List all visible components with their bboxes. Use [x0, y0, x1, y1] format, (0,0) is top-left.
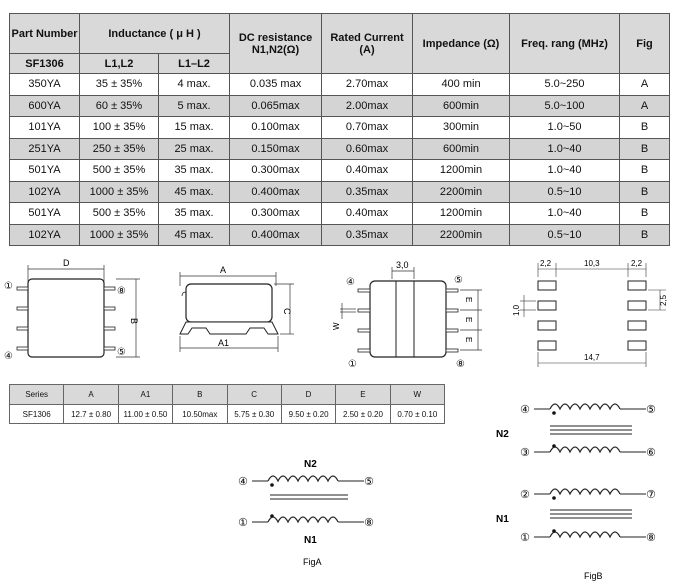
dim-c-label: C — [282, 308, 292, 315]
cell-inductance-diff: 35 max. — [159, 160, 230, 182]
cell-impedance: 2200min — [413, 224, 510, 246]
fig-b-pin4: ④ — [520, 404, 530, 416]
header-rated-current: Rated Current (A) — [322, 14, 413, 74]
fp-dim-b: 10,3 — [584, 259, 600, 268]
cell-dc-resistance: 0.300max — [230, 160, 322, 182]
header-freq: Freq. rang (MHz) — [510, 14, 620, 74]
header-series-code: SF1306 — [10, 54, 80, 74]
footprint-drawing — [500, 255, 675, 370]
cell-inductance-diff: 25 max. — [159, 138, 230, 160]
cell-part-number: 600YA — [10, 95, 80, 117]
fp-dim-a: 2,2 — [540, 259, 552, 268]
cell-part-number: 102YA — [10, 224, 80, 246]
fig-a-n1-label: N1 — [304, 535, 317, 546]
fp-dim-e: 2,5 — [659, 294, 668, 306]
dims-value-cell: 10.50max — [173, 405, 227, 424]
cell-rated-current: 0.40max — [322, 203, 413, 225]
dims-header-cell: A — [64, 385, 118, 405]
cell-inductance-diff: 35 max. — [159, 203, 230, 225]
dimension-table — [9, 384, 445, 424]
table-row — [10, 203, 670, 225]
cell-fig: A — [620, 95, 670, 117]
cell-rated-current: 2.70max — [322, 74, 413, 96]
header-inductance: Inductance ( μ H ) — [80, 14, 230, 54]
header-l1-minus-l2: L1–L2 — [159, 54, 230, 74]
fig-b-pin3: ③ — [520, 447, 530, 459]
dim-e3-label: E — [464, 337, 473, 343]
bottom-pin4: ④ — [346, 277, 355, 288]
dims-header-cell: E — [336, 385, 390, 405]
top-view-drawing — [0, 255, 150, 370]
fig-b-pin5: ⑤ — [646, 404, 656, 416]
cell-freq-range: 1.0~40 — [510, 203, 620, 225]
fig-a-schematic — [228, 452, 388, 572]
cell-fig: A — [620, 74, 670, 96]
bottom-pin5: ⑤ — [454, 275, 463, 286]
table-row — [10, 224, 670, 246]
fig-b-pin8: ⑧ — [646, 532, 656, 544]
dims-header-cell: W — [390, 385, 444, 405]
header-impedance: Impedance (Ω) — [413, 14, 510, 74]
dims-value-cell: SF1306 — [10, 405, 64, 424]
cell-fig: B — [620, 160, 670, 182]
fig-b-schematic — [492, 395, 677, 585]
fig-b-n2-label: N2 — [496, 429, 509, 440]
top-pin5: ⑤ — [117, 347, 126, 358]
dims-header-cell: A1 — [118, 385, 172, 405]
cell-inductance-l1l2: 1000 ± 35% — [80, 181, 159, 203]
dim-e2-label: E — [464, 317, 473, 323]
bottom-view-drawing — [326, 255, 486, 370]
fig-a-pin8: ⑧ — [364, 517, 374, 529]
fig-a-pin5: ⑤ — [364, 476, 374, 488]
dims-header-cell: C — [227, 385, 281, 405]
cell-fig: B — [620, 181, 670, 203]
top-pin1: ① — [4, 281, 13, 292]
cell-dc-resistance: 0.065max — [230, 95, 322, 117]
cell-inductance-l1l2: 100 ± 35% — [80, 117, 159, 139]
cell-freq-range: 0.5~10 — [510, 224, 620, 246]
cell-rated-current: 0.35max — [322, 224, 413, 246]
bottom-pin8: ⑧ — [456, 359, 465, 370]
cell-part-number: 501YA — [10, 160, 80, 182]
dim-e1-label: E — [464, 297, 473, 303]
fig-b-pin2: ② — [520, 489, 530, 501]
cell-part-number: 101YA — [10, 117, 80, 139]
cell-inductance-l1l2: 500 ± 35% — [80, 203, 159, 225]
dims-header-cell: D — [281, 385, 335, 405]
cell-part-number: 501YA — [10, 203, 80, 225]
cell-impedance: 1200min — [413, 203, 510, 225]
dims-header-cell: B — [173, 385, 227, 405]
cell-dc-resistance: 0.400max — [230, 224, 322, 246]
table-row — [10, 117, 670, 139]
cell-impedance: 300min — [413, 117, 510, 139]
table-row — [10, 160, 670, 182]
cell-inductance-l1l2: 35 ± 35% — [80, 74, 159, 96]
cell-impedance: 1200min — [413, 160, 510, 182]
fig-b-caption: FigB — [584, 571, 603, 581]
cell-freq-range: 1.0~40 — [510, 138, 620, 160]
dims-value-cell: 11.00 ± 0.50 — [118, 405, 172, 424]
cell-rated-current: 2.00max — [322, 95, 413, 117]
header-dc-resistance: DC resistance N1,N2(Ω) — [230, 14, 322, 74]
cell-fig: B — [620, 138, 670, 160]
cell-impedance: 2200min — [413, 181, 510, 203]
cell-inductance-diff: 5 max. — [159, 95, 230, 117]
cell-dc-resistance: 0.150max — [230, 138, 322, 160]
table-row — [10, 95, 670, 117]
cell-freq-range: 1.0~50 — [510, 117, 620, 139]
fp-dim-d: 1,0 — [512, 304, 521, 316]
cell-freq-range: 5.0~100 — [510, 95, 620, 117]
cell-inductance-diff: 15 max. — [159, 117, 230, 139]
table-row — [10, 74, 670, 96]
dims-value-cell: 5.75 ± 0.30 — [227, 405, 281, 424]
header-fig: Fig — [620, 14, 670, 74]
fp-dim-f: 14,7 — [584, 353, 600, 362]
dim-3-0-label: 3,0 — [396, 260, 409, 270]
cell-dc-resistance: 0.300max — [230, 203, 322, 225]
dim-b-label: B — [129, 318, 139, 325]
cell-impedance: 600min — [413, 138, 510, 160]
cell-inductance-l1l2: 250 ± 35% — [80, 138, 159, 160]
cell-rated-current: 0.70max — [322, 117, 413, 139]
dim-a1-label: A1 — [218, 338, 230, 348]
bottom-pin1: ① — [348, 359, 357, 370]
cell-inductance-l1l2: 1000 ± 35% — [80, 224, 159, 246]
fig-b-n1-label: N1 — [496, 514, 509, 525]
cell-impedance: 600min — [413, 95, 510, 117]
cell-freq-range: 5.0~250 — [510, 74, 620, 96]
dims-value-cell: 2.50 ± 0.20 — [336, 405, 390, 424]
fig-a-pin1: ① — [238, 517, 248, 529]
side-view-drawing — [168, 262, 303, 357]
header-part-number: Part Number — [10, 14, 80, 54]
cell-dc-resistance: 0.400max — [230, 181, 322, 203]
fig-b-pin7: ⑦ — [646, 489, 656, 501]
cell-freq-range: 0.5~10 — [510, 181, 620, 203]
cell-inductance-diff: 45 max. — [159, 181, 230, 203]
cell-rated-current: 0.35max — [322, 181, 413, 203]
cell-inductance-diff: 45 max. — [159, 224, 230, 246]
cell-inductance-l1l2: 500 ± 35% — [80, 160, 159, 182]
dims-value-cell: 9.50 ± 0.20 — [281, 405, 335, 424]
header-l1l2: L1,L2 — [80, 54, 159, 74]
cell-rated-current: 0.60max — [322, 138, 413, 160]
fig-b-pin1: ① — [520, 532, 530, 544]
cell-fig: B — [620, 117, 670, 139]
spec-table — [9, 13, 670, 246]
fp-dim-c: 2,2 — [631, 259, 643, 268]
cell-inductance-l1l2: 60 ± 35% — [80, 95, 159, 117]
cell-part-number: 251YA — [10, 138, 80, 160]
cell-dc-resistance: 0.035 max — [230, 74, 322, 96]
dims-value-cell: 12.7 ± 0.80 — [64, 405, 118, 424]
cell-part-number: 350YA — [10, 74, 80, 96]
dims-header-cell: Series — [10, 385, 64, 405]
cell-rated-current: 0.40max — [322, 160, 413, 182]
cell-impedance: 400 min — [413, 74, 510, 96]
fig-a-n2-label: N2 — [304, 459, 317, 470]
cell-part-number: 102YA — [10, 181, 80, 203]
fig-a-caption: FigA — [303, 557, 322, 567]
cell-fig: B — [620, 203, 670, 225]
dims-value-cell: 0.70 ± 0.10 — [390, 405, 444, 424]
fig-a-pin4: ④ — [238, 476, 248, 488]
dim-d-label: D — [63, 258, 70, 268]
cell-freq-range: 1.0~40 — [510, 160, 620, 182]
top-pin4: ④ — [4, 351, 13, 362]
dim-w-label: W — [332, 322, 341, 330]
cell-dc-resistance: 0.100max — [230, 117, 322, 139]
dim-a-label: A — [220, 265, 227, 275]
cell-fig: B — [620, 224, 670, 246]
table-row — [10, 138, 670, 160]
fig-b-pin6: ⑥ — [646, 447, 656, 459]
cell-inductance-diff: 4 max. — [159, 74, 230, 96]
table-row — [10, 181, 670, 203]
top-pin8: ⑧ — [117, 286, 126, 297]
